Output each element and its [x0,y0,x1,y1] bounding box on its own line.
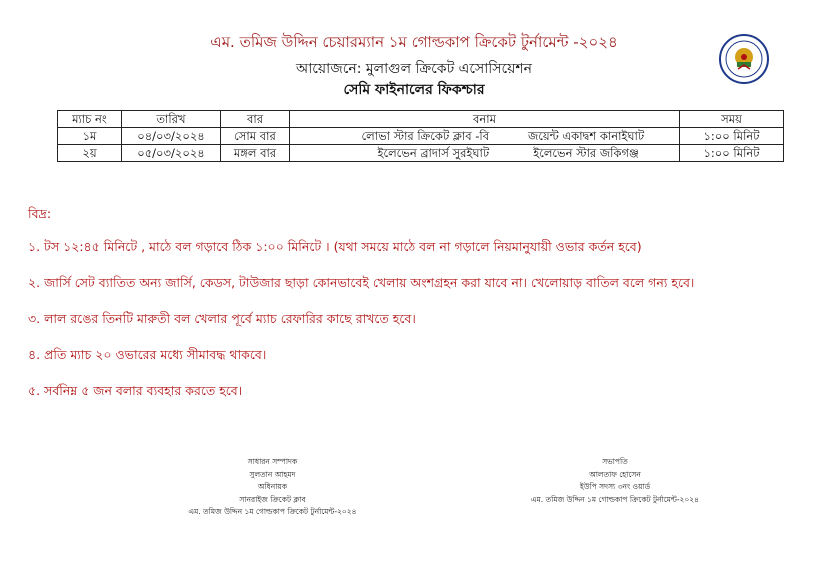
team-a-cell: ইলেভেন ব্রাদার্স সুরইঘাট [290,145,494,162]
signature-line: ইউপি সদস্য ৩নং ওয়ার্ড [579,482,651,491]
match-no-cell: ২য় [58,145,122,162]
signature-line: সানরাইজ ক্রিকেট ক্লাব [239,494,306,504]
header-versus: বনাম [290,111,680,128]
signature-line: অধিনায়ক [257,482,288,491]
association-logo [718,33,770,85]
organizer-line: আয়োজনে: মুলাগুল ক্রিকেট এসোসিয়েশন [295,61,533,77]
time-cell: ১:০০ মিনিট [680,145,784,162]
fixture-subtitle: সেমি ফাইনালের ফিকশ্চার [343,82,485,98]
day-cell: সোম বার [221,128,290,145]
team-b-cell: ইলেভেন স্টার জকিগঞ্জ [493,145,679,162]
signature-block-secretary [160,456,385,519]
signature-line: সুলতান আহমদ [249,469,296,479]
fixture-table [57,110,784,162]
tournament-title: এম. তমিজ উদ্দিন চেয়ারম্যান ১ম গোল্ডকাপ ক্রিকেট টুর্নামেন্ট -২০২৪ [210,33,618,51]
time-cell: ১:০০ মিনিট [680,128,784,145]
team-a-cell: লোভা স্টার ক্রিকেট ক্লাব -বি [290,128,494,145]
note-item: ১. টস ১২:৪৫ মিনিটে , মাঠে বল গড়াবে ঠিক ১:০০ মিনিটে । (যথা সময়ে মাঠে বল না গড়ালে নিয়মানুযায়ী ওভার কর্তন হবে) [28,239,642,254]
notes-heading: বিদ্র: [28,206,52,221]
header-time: সময় [680,111,784,128]
signature-line: সাধারন সম্পাদক [247,457,298,466]
day-cell: মঙ্গল বার [221,145,290,162]
date-cell: ০৪/০৩/২০২৪ [122,128,221,145]
note-item: ৪. প্রতি ম্যাচ ২০ ওভারের মধ্যে সীমাবদ্ধ থাকবে। [28,347,267,362]
team-b-cell: জয়েন্ট একাদ্বশ কানাইঘাট [493,128,679,145]
table-row [58,128,784,145]
note-item: ২. জার্সি সেট ব্যাতিত অন্য জার্সি, কেডস, টাউজার ছাড়া কোনভাবেই খেলায় অংশগ্রহন করা যাবে না। খেলোয়াড় বাতিল বলে গন্য হবে। [28,275,695,290]
header-day: বার [221,111,290,128]
signature-line: আলতাফ হোসেন [589,469,641,479]
signature-line: এম. তমিজ উদ্দিন ১ম গোল্ডকাপ ক্রিকেট টুর্নামেন্ট-২০২৪ [188,507,357,516]
signature-block-president [495,456,735,506]
header-date: তারিখ [122,111,221,128]
notes-section [28,206,694,419]
match-no-cell: ১ম [58,128,122,145]
date-cell: ০৫/০৩/২০২৪ [122,145,221,162]
table-row [58,145,784,162]
signature-line: এম. তমিজ উদ্দিন ১ম গোল্ডকাপ ক্রিকেট টুর্নামেন্ট-২০২৪ [530,494,700,504]
signature-line: সভাপতি [602,457,628,466]
header-match-no: ম্যাচ নং [58,111,122,128]
table-header-row [58,111,784,128]
note-item: ৩. লাল রঙের তিনটি মারুতী বল খেলার পূর্বে ম্যাচ রেফারির কাছে রাখতে হবে। [28,311,416,326]
note-item: ৫. সর্বনিম্ন ৫ জন বলার ব্যবহার করতে হবে। [28,383,243,398]
